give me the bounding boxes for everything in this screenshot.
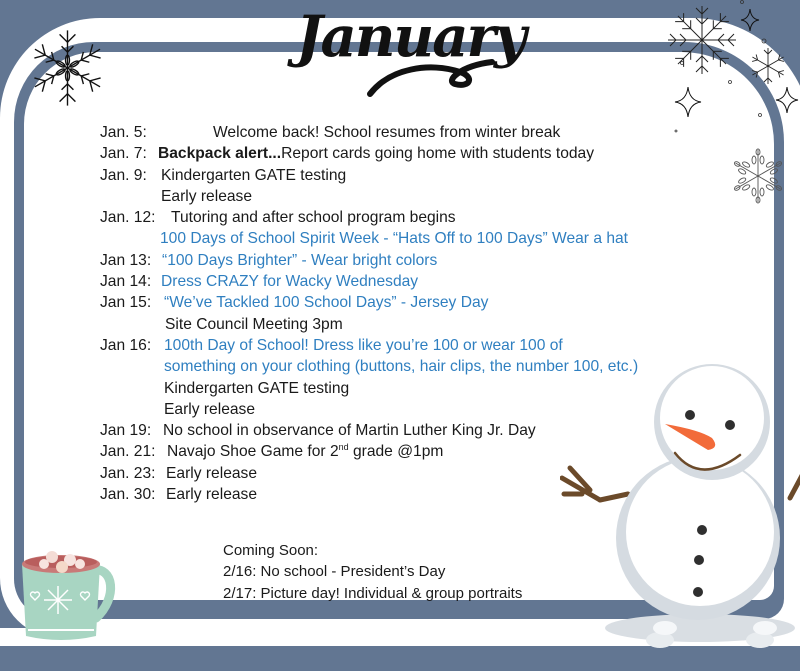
event-date: Jan. 23:	[100, 464, 156, 482]
event-text: “100 Days Brighter” - Wear bright colors	[162, 251, 438, 269]
event-row	[100, 186, 638, 207]
event-text: Welcome back! School resumes from winter break	[213, 124, 561, 141]
event-date	[100, 378, 164, 399]
event-row	[100, 271, 638, 292]
snowflake-icon	[20, 28, 115, 108]
event-date: Jan. 5:	[100, 124, 147, 141]
event-row	[100, 484, 638, 505]
hot-cocoa-mug-illustration	[14, 548, 120, 648]
event-text: Kindergarten GATE testing	[164, 379, 350, 397]
event-row	[100, 122, 638, 143]
event-row	[100, 314, 638, 335]
event-row	[100, 378, 638, 399]
snowman-illustration	[560, 360, 800, 655]
event-text-part: grade @1pm	[348, 443, 444, 461]
event-date: Jan 13:	[100, 251, 152, 269]
event-text: 100th Day of School! Dress like you’re 100 or wear 100 of	[164, 336, 563, 354]
event-date: Jan. 7:	[100, 145, 147, 163]
event-text: Early release	[166, 464, 258, 482]
event-date: Jan 14:	[100, 273, 152, 291]
event-row	[100, 420, 638, 441]
event-text: No school in observance of Martin Luther King Jr. Day	[163, 422, 536, 440]
snow-dots-icon	[660, 0, 800, 140]
event-row	[100, 228, 638, 249]
title-swash-icon	[360, 58, 500, 100]
event-text: something on your clothing (buttons, hair clips, the number 100, etc.)	[164, 358, 639, 376]
event-date: Jan 16:	[100, 336, 152, 354]
event-row	[100, 399, 638, 420]
event-row	[100, 335, 638, 356]
event-text	[167, 441, 443, 462]
event-date: Jan. 30:	[100, 486, 156, 504]
event-text: Dress CRAZY for Wacky Wednesday	[161, 273, 419, 291]
page-title: January	[296, 4, 525, 70]
event-text: Early release	[164, 400, 256, 418]
event-row	[100, 250, 638, 271]
event-row	[100, 165, 638, 186]
coming-soon-section	[223, 540, 522, 604]
event-alert: Backpack alert...	[158, 145, 282, 163]
coming-soon-item: 2/17: Picture day! Individual & group portraits	[223, 584, 523, 602]
event-row	[100, 356, 638, 377]
event-row	[100, 441, 638, 462]
event-row	[100, 143, 638, 164]
event-date: Jan. 12:	[100, 209, 156, 227]
event-date: Jan 19:	[100, 422, 152, 440]
event-date: Jan. 21:	[100, 443, 156, 461]
event-text: Tutoring and after school program begins	[171, 209, 456, 227]
event-date	[100, 356, 164, 377]
ordinal-suffix: nd	[338, 442, 349, 453]
event-date	[100, 399, 164, 420]
coming-soon-heading: Coming Soon:	[223, 542, 319, 559]
event-date	[100, 228, 160, 249]
event-text: 100 Days of School Spirit Week - “Hats Off to 100 Days” Wear a hat	[160, 230, 629, 248]
event-text: Kindergarten GATE testing	[161, 166, 347, 184]
event-text: Early release	[166, 486, 258, 504]
event-text: Early release	[161, 187, 253, 205]
event-text: Site Council Meeting 3pm	[165, 315, 343, 333]
snowflake-icon	[730, 148, 786, 204]
event-row	[100, 292, 638, 313]
event-date	[100, 314, 165, 335]
event-date	[100, 186, 161, 207]
event-text: Report cards going home with students today	[281, 145, 595, 163]
event-text: “We’ve Tackled 100 School Days” - Jersey Day	[164, 294, 489, 312]
event-row	[100, 207, 638, 228]
event-text-part: Navajo Shoe Game for 2	[167, 443, 339, 461]
event-date: Jan 15:	[100, 294, 152, 312]
event-date: Jan. 9:	[100, 166, 147, 184]
events-list	[100, 122, 638, 505]
event-row	[100, 463, 638, 484]
coming-soon-item: 2/16: No school - President’s Day	[223, 563, 446, 581]
